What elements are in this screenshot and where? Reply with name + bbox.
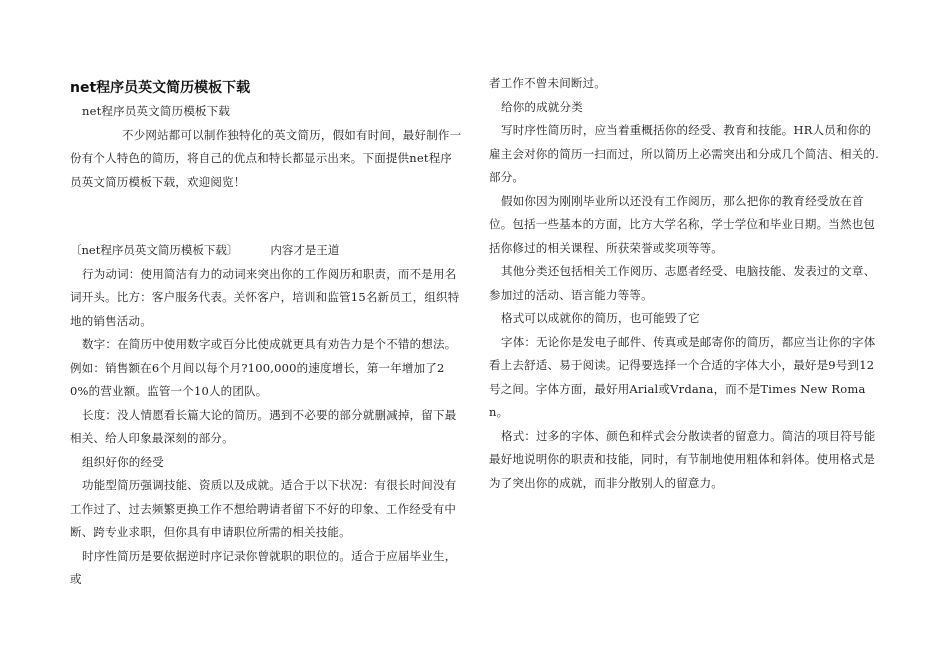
paragraph-action-verbs: 行为动词：使用简洁有力的动词来突出你的工作阅历和职责，而不是用名词开头。比方：客户服务代表。关怀客户，培训和监管15名新员工，组织特地的销售活动。	[70, 266, 460, 328]
paragraph-chronological-resume: 时序性简历是要依据逆时序记录你曾就职的职位的。适合于应届毕业生，或	[70, 548, 457, 586]
paragraph-chronological-tips: 写时序性简历时，应当着重概括你的经受、教育和技能。HR人员和你的雇主会对你的简历一扫而过，所以简历上必需突出和分成几个简洁、相关的.部分。	[489, 123, 879, 184]
document-subtitle: net程序员英文简历模板下载	[82, 104, 231, 118]
section-heading-row	[70, 239, 462, 263]
left-column	[70, 72, 462, 592]
section-tagline: 内容才是王道	[270, 243, 340, 257]
section-bracket-heading: 〔net程序员英文简历模板下载〕	[70, 243, 239, 257]
paragraph-functional-resume: 功能型简历强调技能、资质以及成就。适合于以下状况：有很长时间没有工作过了、过去频繁更换工作不想给聘请者留下不好的印象、工作经受有中断、跨专业求职，但你具有申请职位所需的相关技能。	[70, 478, 457, 539]
document-title: net程序员英文简历模板下载	[70, 80, 251, 96]
intro-paragraph: 不少网站都可以制作独特化的英文简历，假如有时间，最好制作一份有个人特色的简历，将自己的优点和特长都显示出来。下面提供net程序员英文简历模板下载，欢迎阅览！	[70, 127, 462, 189]
right-column	[489, 72, 881, 495]
heading-format: 格式可以成就你的简历，也可能毁了它	[501, 311, 700, 325]
continuation-line: 者工作不曾未间断过。	[489, 76, 606, 90]
heading-categorize-achievements: 给你的成就分类	[501, 99, 583, 114]
paragraph-numbers: 数字：在简历中使用数字或百分比使成就更具有劝告力是个不错的想法。例如：销售额在6个月间以每个月?100,000的速度增长，第一年增加了20%的营业额。监管一个10人的团队。	[70, 337, 457, 398]
paragraph-fonts: 字体：无论你是发电子邮件、传真或是邮寄你的简历，都应当让你的字体看上去舒适、易于阅读。记得要选择一个合适的字体大小，最好是9号到12号之间。字体方面，最好用Arial或Vrdana，而不是Times New Roman。	[489, 334, 876, 419]
paragraph-education-first: 假如你因为刚刚毕业所以还没有工作阅历，那么把你的教育经受放在首位。包括一些基本的方面，比方大学名称，学士学位和毕业日期。当然也包括你修过的相关课程、所获荣誉或奖项等等。	[489, 193, 876, 255]
blank-space	[70, 194, 462, 239]
paragraph-length: 长度：没人情愿看长篇大论的简历。遇到不必要的部分就删减掉，留下最相关、给人印象最深刻的部分。	[70, 407, 457, 445]
paragraph-format-styles: 格式：过多的字体、颜色和样式会分散读者的留意力。简洁的项目符号能最好地说明你的职责和技能，同时，有节制地使用粗体和斜体。使用格式是为了突出你的成就，而非分散别人的留意力。	[489, 428, 876, 490]
heading-organize-experience: 组织好你的经受	[82, 454, 164, 469]
paragraph-other-categories: 其他分类还包括相关工作阅历、志愿者经受、电脑技能、发表过的文章、参加过的活动、语言能力等等。	[489, 264, 876, 302]
